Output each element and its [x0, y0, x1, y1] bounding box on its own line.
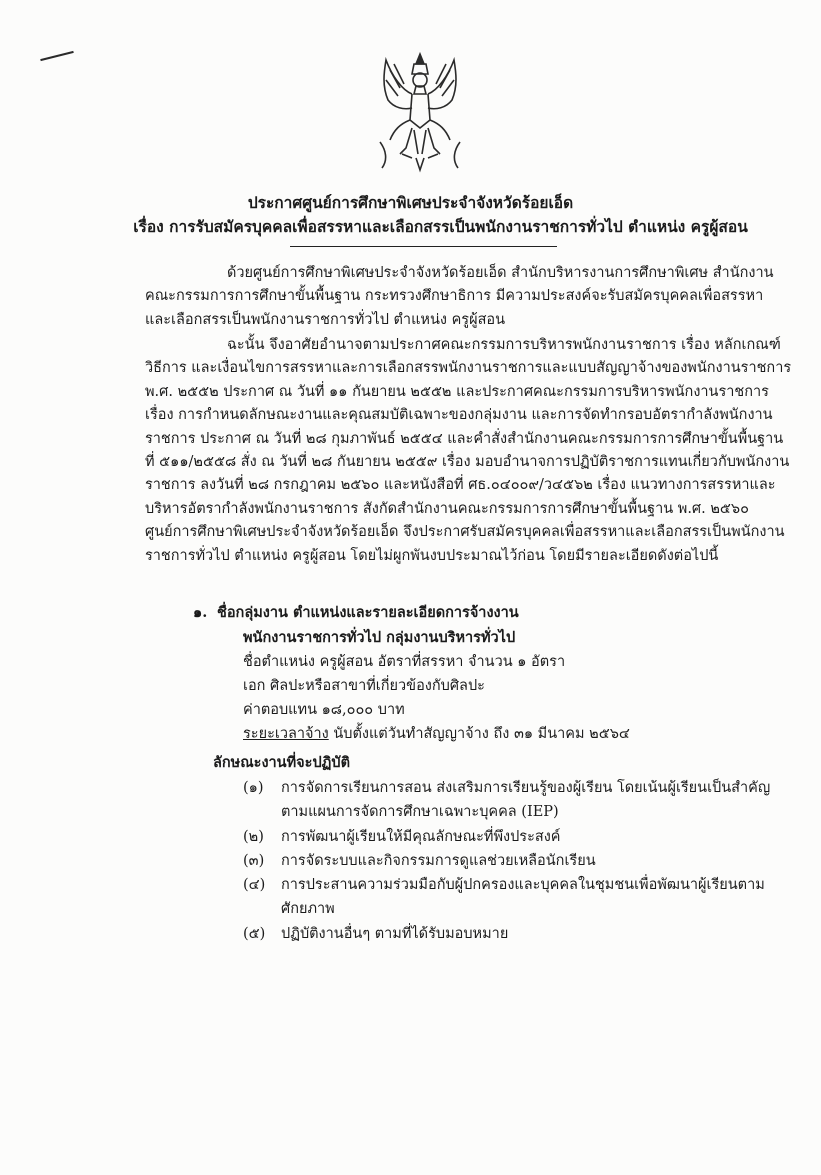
authority-line: ศูนย์การศึกษาพิเศษประจำจังหวัดร้อยเอ็ด จึงประกาศรับสมัครบุคคลเพื่อสรรหาและเลือกสรรเป็นพนักงาน	[145, 524, 785, 541]
duty-number: (๕)	[243, 926, 266, 942]
section1-title: ชื่อกลุ่มงาน ตำแหน่งและรายละเอียดการจ้างงาน	[217, 604, 519, 621]
title-divider	[290, 246, 557, 247]
authority-line: บริหารอัตรากำลังพนักงานราชการ สังกัดสำนักงานคณะกรรมการการศึกษาขั้นพื้นฐาน พ.ศ. ๒๕๖๐	[145, 500, 749, 517]
intro-line: คณะกรรมการการศึกษาขั้นพื้นฐาน กระทรวงศึกษาธิการ มีความประสงค์จะรับสมัครบุคคลเพื่อสรรหา	[145, 288, 764, 305]
duty-text-continuation: ศักยภาพ	[281, 901, 335, 917]
authority-line: วิธีการ และเงื่อนไขการสรรหาและการเลือกสรรพนักงานราชการและแบบสัญญาจ้างของพนักงานราชการ	[145, 360, 792, 377]
period-value: นับตั้งแต่วันทำสัญญาจ้าง ถึง ๓๑ มีนาคม ๒๕๖๔	[328, 726, 630, 742]
duty-item	[243, 776, 770, 799]
pen-stroke-mark	[40, 51, 73, 61]
duty-text: การจัดระบบและกิจกรรมการดูแลช่วยเหลือนักเรียน	[281, 853, 596, 869]
duty-text: การประสานความร่วมมือกับผู้ปกครองและบุคคลในชุมชนเพื่อพัฒนาผู้เรียนตาม	[281, 877, 765, 893]
period-label: ระยะเวลาจ้าง	[243, 726, 329, 742]
period-line	[243, 722, 630, 745]
authority-line: ราชการทั่วไป ตำแหน่ง ครูผู้สอน โดยไม่ผูกพันงบประมาณไว้ก่อน โดยมีรายละเอียดดังต่อไปนี้	[145, 547, 719, 564]
duty-text-continuation: ตามแผนการจัดการศึกษาเฉพาะบุคคล (IEP)	[281, 804, 559, 820]
section1-number: ๑.	[193, 604, 208, 621]
major-line: เอก ศิลปะหรือสาขาที่เกี่ยวข้องกับศิลปะ	[243, 678, 485, 694]
authority-line: เรื่อง การกำหนดลักษณะงานและคุณสมบัติเฉพาะของกลุ่มงาน และการจัดทำกรอบอัตรากำลังพนักงาน	[145, 407, 773, 424]
announcement-title: ประกาศศูนย์การศึกษาพิเศษประจำจังหวัดร้อยเอ็ด	[247, 193, 574, 212]
garuda-emblem	[372, 50, 468, 174]
duty-number: (๔)	[243, 877, 266, 893]
intro-line: และเลือกสรรเป็นพนักงานราชการทั่วไป ตำแหน่ง ครูผู้สอน	[145, 311, 506, 328]
section1-subheading: พนักงานราชการทั่วไป กลุ่มงานบริหารทั่วไป	[243, 629, 516, 646]
duty-item	[243, 873, 765, 896]
duty-number: (๓)	[243, 853, 265, 869]
authority-line: ราชการ ประกาศ ณ วันที่ ๒๘ กุมภาพันธ์ ๒๕๕๔ และคำสั่งสำนักงานคณะกรรมการการศึกษาขั้นพื้นฐาน	[145, 430, 784, 447]
salary-line: ค่าตอบแทน ๑๘,๐๐๐ บาท	[243, 702, 405, 718]
duty-item	[243, 849, 596, 872]
authority-paragraph	[145, 334, 792, 568]
section1-heading	[193, 601, 519, 624]
duty-text: การจัดการเรียนการสอน ส่งเสริมการเรียนรู้ของผู้เรียน โดยเน้นผู้เรียนเป็นสำคัญ	[281, 780, 771, 796]
duty-item	[243, 825, 561, 848]
intro-line: ด้วยศูนย์การศึกษาพิเศษประจำจังหวัดร้อยเอ็ด สำนักบริหารงานการศึกษาพิเศษ สำนักงาน	[227, 265, 774, 281]
duty-text: ปฏิบัติงานอื่นๆ ตามที่ได้รับมอบหมาย	[281, 926, 509, 942]
intro-paragraph	[145, 262, 774, 332]
duty-item	[243, 922, 508, 945]
position-line: ชื่อตำแหน่ง ครูผู้สอน อัตราที่สรรหา จำนวน ๑ อัตรา	[243, 654, 566, 670]
authority-line: พ.ศ. ๒๕๕๒ ประกาศ ณ วันที่ ๑๑ กันยายน ๒๕๕๒ และประกาศคณะกรรมการบริหารพนักงานราชการ	[145, 383, 769, 400]
authority-line: ที่ ๕๑๑/๒๕๕๘ สั่ง ณ วันที่ ๒๘ กันยายน ๒๕๕๙ เรื่อง มอบอำนาจการปฏิบัติราชการแทนเกี่ยวกับพนักงาน	[145, 454, 790, 471]
duty-number: (๒)	[243, 829, 264, 845]
authority-line: ฉะนั้น จึงอาศัยอำนาจตามประกาศคณะกรรมการบริหารพนักงานราชการ เรื่อง หลักเกณฑ์	[227, 337, 781, 353]
authority-line: ราชการ ลงวันที่ ๒๘ กรกฎาคม ๒๕๖๐ และหนังสือที่ ศธ.๐๔๐๐๙/ว๔๕๖๒ เรื่อง แนวทางการสรรหาและ	[145, 477, 776, 494]
duty-text: การพัฒนาผู้เรียนให้มีคุณลักษณะที่พึงประสงค์	[281, 829, 561, 845]
announcement-subject: เรื่อง การรับสมัครบุคคลเพื่อสรรหาและเลือกสรรเป็นพนักงานราชการทั่วไป ตำแหน่ง ครูผู้สอน	[133, 217, 748, 236]
duty-number: (๑)	[243, 780, 264, 796]
duties-heading: ลักษณะงานที่จะปฏิบัติ	[213, 754, 350, 771]
